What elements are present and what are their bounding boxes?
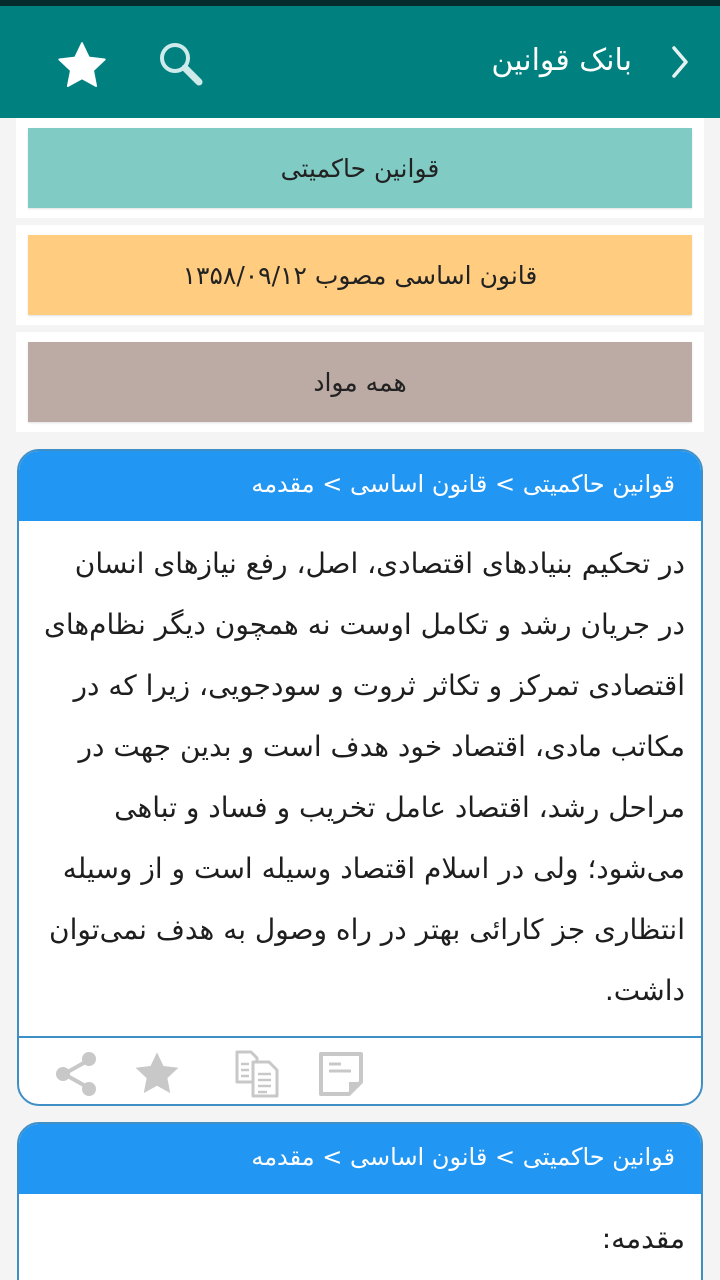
- share-button[interactable]: [51, 1048, 103, 1100]
- note-icon: [317, 1050, 365, 1098]
- back-button[interactable]: [662, 44, 698, 80]
- star-icon: [54, 38, 110, 94]
- favorites-button[interactable]: [52, 36, 112, 96]
- search-button[interactable]: [152, 36, 210, 92]
- favorite-article-button[interactable]: [131, 1048, 183, 1100]
- menu-item-all-articles[interactable]: [28, 342, 692, 422]
- copy-icon: [231, 1048, 283, 1100]
- note-button[interactable]: [315, 1048, 367, 1100]
- chevron-right-icon: [670, 44, 690, 80]
- article-card: [17, 449, 703, 1106]
- copy-button[interactable]: [231, 1048, 283, 1100]
- card-breadcrumb[interactable]: قوانین حاکمیتی > قانون اساسی > مقدمه: [19, 451, 701, 521]
- search-icon: [155, 38, 207, 90]
- menu-item-governance-laws-container: [16, 118, 704, 218]
- star-icon: [131, 1048, 183, 1100]
- menu-item-label: قانون اساسی مصوب ۱۳۵۸/۰۹/۱۲: [182, 260, 538, 290]
- app-title: بانک قوانین: [491, 43, 632, 78]
- menu-item-constitution[interactable]: [28, 235, 692, 315]
- article-text: مقدمه:: [601, 1222, 685, 1255]
- menu-item-governance-laws[interactable]: [28, 128, 692, 208]
- card-breadcrumb[interactable]: قوانین حاکمیتی > قانون اساسی > مقدمه: [19, 1124, 701, 1194]
- menu-item-label: قوانین حاکمیتی: [280, 153, 440, 183]
- article-card: [17, 1122, 703, 1280]
- menu-item-constitution-container: [16, 225, 704, 325]
- card-actions: [19, 1038, 701, 1106]
- article-text: در تحکیم بنیادهای اقتصادی، اصل، رفع نیازهای انسان در جریان رشد و تکامل اوست نه همچون دیگر نظام‌های اقتصادی تمرکز و تکاثر ثروت و سودجویی، زیرا که در مکاتب مادی، اقتصاد خود هدف است و بدین جهت در مراحل رشد، اقتصاد عامل تخریب و فساد و تباهی می‌شود؛ ولی در اسلام اقتصاد وسیله است و از وسیله انتظاری جز کارائی بهتر در راه وصول به هدف نمی‌توان داشت.: [43, 547, 685, 1007]
- menu-item-label: همه مواد: [313, 367, 407, 397]
- app-bar: [0, 6, 720, 118]
- menu-item-all-articles-container: [16, 332, 704, 432]
- share-icon: [52, 1049, 102, 1099]
